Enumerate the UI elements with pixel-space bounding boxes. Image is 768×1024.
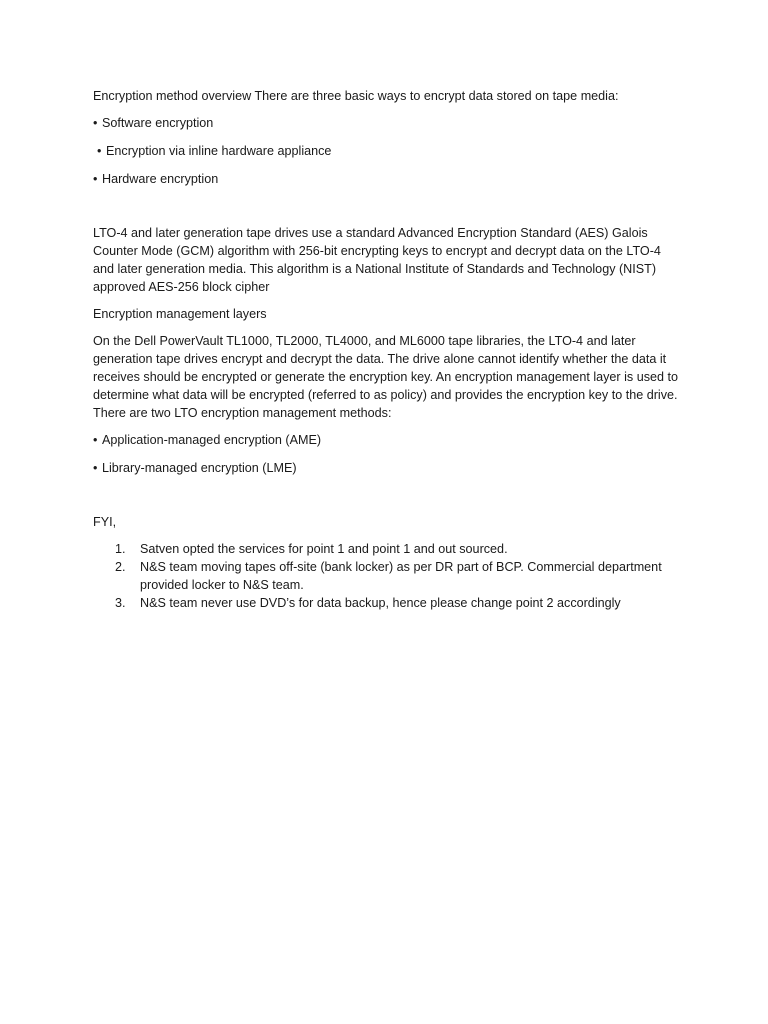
item-text: N&S team never use DVD’s for data backup, hence please change point 2 accordingly: [140, 596, 621, 610]
list-item-label: Encryption via inline hardware appliance: [106, 144, 332, 158]
numbered-item: [115, 558, 685, 594]
numbered-list: [115, 540, 685, 612]
bullet-icon: •: [93, 461, 98, 475]
list-item-label: Library-managed encryption (LME): [102, 461, 297, 475]
list-item-label: Software encryption: [102, 116, 214, 130]
list-item: [93, 170, 218, 188]
item-number: 3.: [115, 596, 126, 610]
list-item: [97, 142, 331, 160]
list-item: [93, 459, 297, 477]
lto-paragraph: LTO-4 and later generation tape drives use a standard Advanced Encryption Standard (AES) Galois Counter Mode (GCM) algorithm with 256-bit encrypting keys to encrypt and decrypt data on the LTO-4 and later generation media. This algorithm is a National Institute of Standards and Technology (NIST) approved AES-256 block cipher: [93, 226, 661, 294]
numbered-item: [115, 594, 685, 612]
fyi-label: FYI,: [93, 515, 117, 529]
item-number: 1.: [115, 542, 126, 556]
numbered-item: [115, 540, 685, 558]
list-item: [93, 114, 213, 132]
list-item: [93, 431, 321, 449]
bullet-icon: •: [93, 433, 98, 447]
intro-text: Encryption method overview There are three basic ways to encrypt data stored on tape media:: [93, 89, 619, 103]
bullet-icon: •: [97, 144, 102, 158]
item-text: Satven opted the services for point 1 and point 1 and out sourced.: [140, 542, 508, 556]
item-number: 2.: [115, 560, 126, 574]
item-text: N&S team moving tapes off-site (bank locker) as per DR part of BCP. Commercial department provided locker to N&S team.: [140, 560, 662, 592]
section-heading: Encryption management layers: [93, 307, 267, 321]
bullet-icon: •: [93, 172, 98, 186]
management-paragraph: On the Dell PowerVault TL1000, TL2000, TL4000, and ML6000 tape libraries, the LTO-4 and later generation tape drives encrypt and decrypt the data. The drive alone cannot identify whether the data it receives should be encrypted or generate the encryption key. An encryption management layer is used to determine what data will be encrypted (referred to as policy) and provides the encryption key to the drive. There are two LTO encryption management methods:: [93, 334, 679, 420]
bullet-icon: •: [93, 116, 98, 130]
list-item-label: Application-managed encryption (AME): [102, 433, 322, 447]
list-item-label: Hardware encryption: [102, 172, 219, 186]
